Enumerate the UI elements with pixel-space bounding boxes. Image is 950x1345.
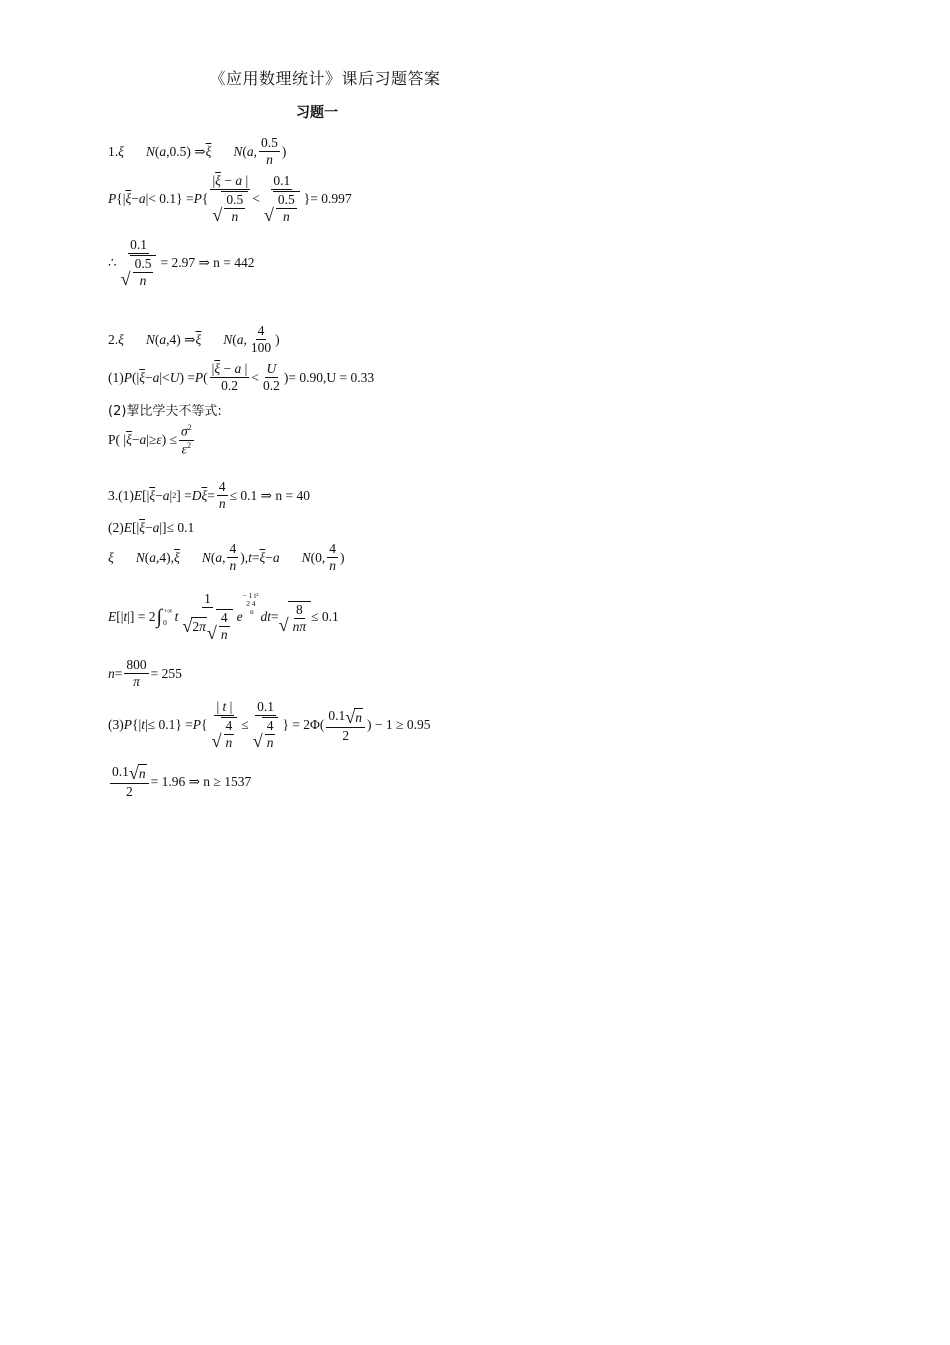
problem-3-line-2: (2) E [| $\overline{\xi}$ − a |] ≤ 0.1 (108, 520, 195, 535)
problem-3-label: 3.(1) (108, 487, 134, 503)
section-title: 习题一 (296, 105, 338, 121)
problem-3-final-result: = 1.96 ⇒ n ≥ 1537 (150, 773, 252, 789)
problem-2-label: 2. (108, 331, 119, 347)
problem-3-line-1: 3.(1) E [| $\overline{\xi}$ − a | 2 ] = D $\overline{\xi}$ = $\frac{4}{n}$ ≤ 0.1 ⇒ n = 40 (108, 479, 310, 512)
problem-1-line-2: P {| $\overline{\xi}$ − a |< 0.1} = P { $|\overline{\xi} - a$ | √ $\frac{0.5}{n}$ < 0.1 √ $\frac{0.5}{n}$ } = 0.997 (108, 173, 352, 226)
problem-3-part2-result: ≤ 0.1 (166, 520, 195, 535)
problem-3-line-3: ξ N ( a ,4), $\overline{\xi}$ N ( a , $\frac{4}{n}$ ), t = $\overline{\xi}$ − a N (0, $\frac{4}{n}$ ) (108, 541, 345, 574)
page-title: 《应用数理统计》课后习题答案 (209, 69, 441, 88)
problem-3-integral-result: ≤ 0.1 (311, 609, 339, 625)
problem-2-part1-label: (1) (108, 369, 124, 385)
problem-1-label: 1. (108, 143, 119, 159)
problem-2-part1-result: = 0.90,U = 0.33 (288, 369, 375, 385)
problem-3-n-result: = 255 (150, 665, 182, 681)
problem-3-line-6: (3) P {| t |≤ 0.1} = P { | t | √ $\frac{4}{n}$ ≤ 0.1 √ $\frac{4}{n}$ } = 2Φ( 0.1 √ n 2 ) − 1 ≥ 0.95 (108, 699, 431, 752)
problem-3-line-4: E [| t |] = 2 ∫ +∞ 0 t 1 √ 2 π √ $\frac{4}{n}$ e − 1 t² 2 4 n dt = √ $\frac{8}{n\pi}$ ≤ 0.1 (108, 591, 339, 644)
problem-3-part2-label: (2) (108, 520, 124, 535)
problem-1-line-2-result: = 0.997 (310, 191, 352, 207)
problem-2-line-4: P( | $\overline{\xi}$ − a |≥ ε ) ≤ $\frac{\sigma^2}{\varepsilon^2}$ (108, 423, 192, 457)
problem-1-line-3: ∴ 0.1 √ $\frac{0.5}{n}$ = 2.97 ⇒ n = 442 (108, 237, 255, 290)
problem-3-line-7: 0.1 √ n 2 = 1.96 ⇒ n ≥ 1537 (112, 763, 252, 800)
problem-1-line-1: 1. ξ N ( a ,0.5) ⇒ $\overline{\xi}$ N ( a , $\frac{0.5}{n}$ ) (108, 135, 287, 168)
problem-1-line-3-result: = 2.97 ⇒ n = 442 (160, 255, 255, 271)
problem-3-part3-result: ) − 1 ≥ 0.95 (367, 717, 431, 733)
problem-2-line-2: (1) P (| $\overline{\xi}$ − a |< U ) = P ( $\frac{|\overline{\xi} - a |}{0.2}$ < $\frac{U}{0.2}$ ) = 0.90,U = 0.33 (108, 361, 375, 394)
problem-3-part3-label: (3) (108, 717, 124, 733)
problem-3-part1-result: ≤ 0.1 ⇒ n = 40 (229, 487, 310, 503)
problem-2-line-1: 2. ξ N ( a ,4) ⇒ $\overline{\xi}$ N ( a , $\frac{4}{100}$ ) (108, 323, 280, 356)
problem-3-line-5: n = $\frac{800}{\pi}$ = 255 (108, 657, 182, 690)
problem-2-part2-text: (2)挈比学夫不等式: (108, 404, 222, 419)
